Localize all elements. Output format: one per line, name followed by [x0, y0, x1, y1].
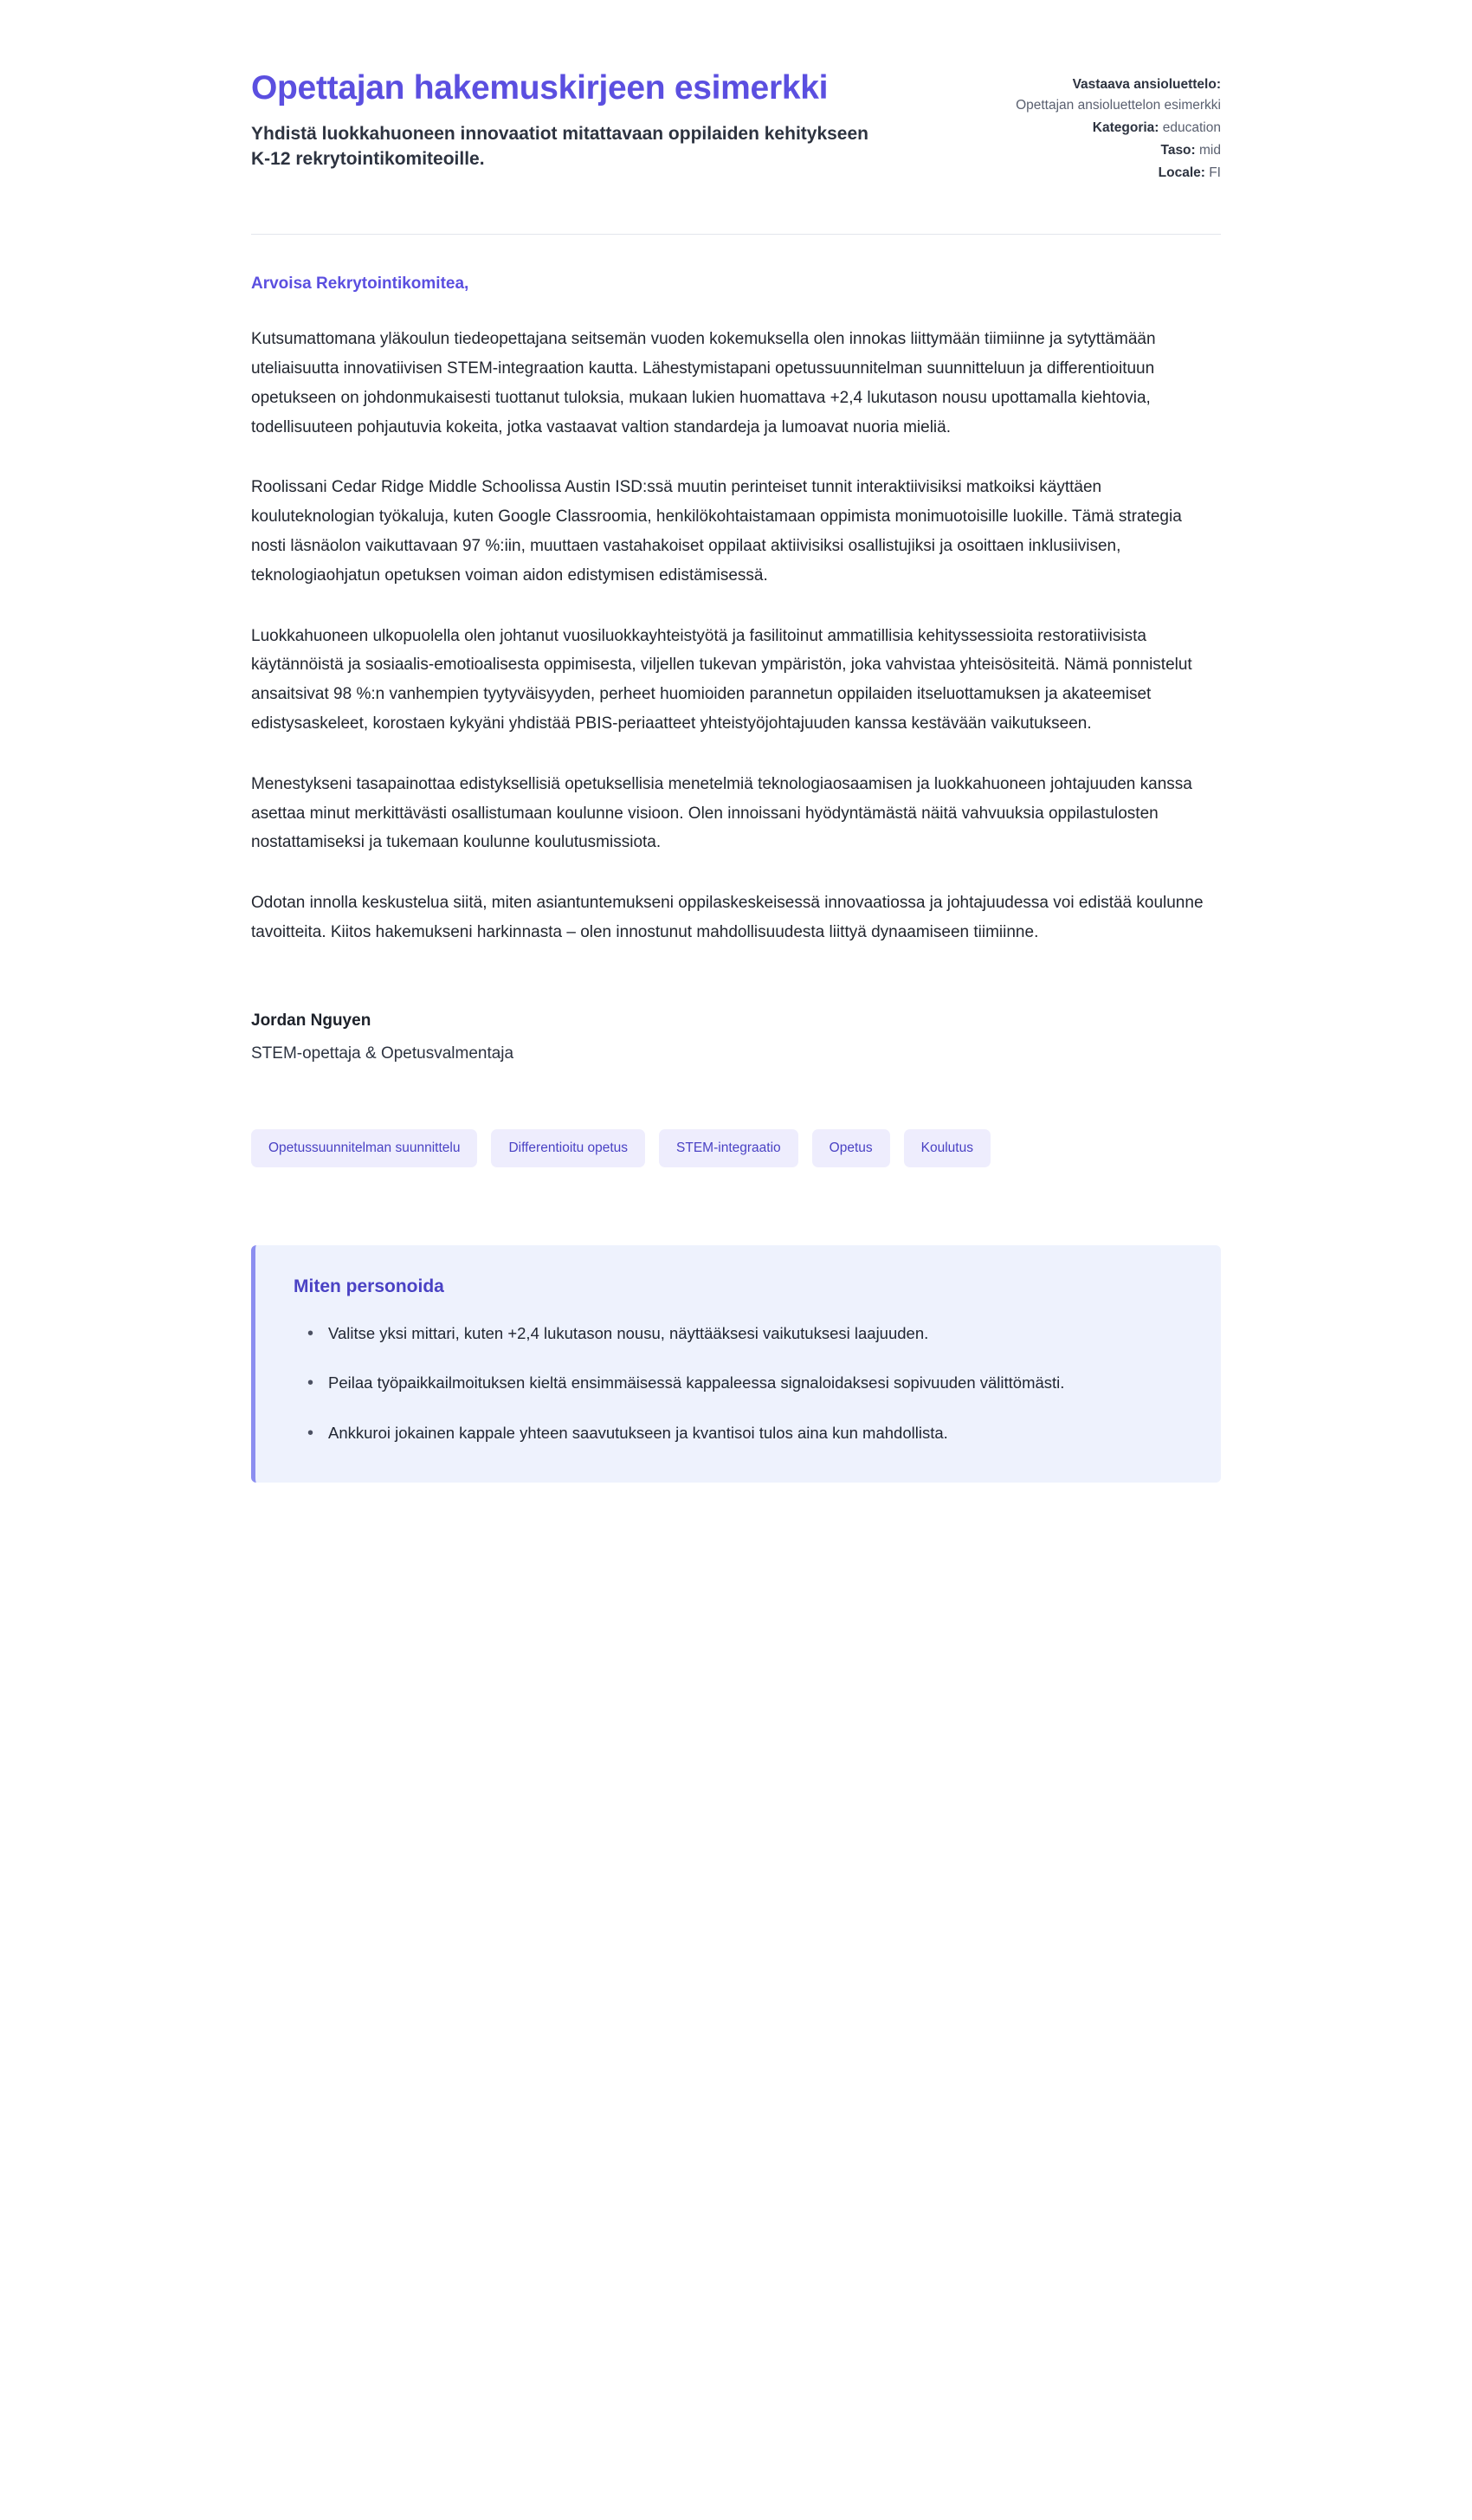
meta-category — [935, 118, 1221, 139]
meta-related-resume-value: Opettajan ansioluettelon esimerkki — [1016, 98, 1221, 113]
cover-letter-body — [251, 235, 1221, 1063]
document-container — [121, 0, 1351, 1483]
tip-item: • Peilaa työpaikkailmoituksen kieltä ensimmäisessä kappaleessa signaloidaksesi sopivuuden välittömästi. — [316, 1369, 1183, 1396]
meta-level — [935, 140, 1221, 161]
meta-locale-label: Locale: — [1158, 165, 1205, 181]
meta-category-label: Kategoria: — [1092, 120, 1159, 136]
document-metadata — [935, 68, 1221, 185]
letter-paragraph: Odotan innolla keskustelua siitä, miten asiantuntemukseni oppilaskeskeisessä innovaatiossa ja johtajuudessa voi edistää koulunne tavoitteita. Kiitos hakemukseni harkinnasta – olen innostunut mahdollisuudesta liittyä dynaamiseen tiimiinne. — [251, 894, 1204, 942]
letter-paragraph: Menestykseni tasapainottaa edistyksellisiä opetuksellisia menetelmiä teknologiaosaamisen ja luokkahuoneen johtajuuden kanssa asettaa minut merkittävästi osallistumaan koulunne visioon. Olen innoissani hyödyntämästä näitä vahvuuksia oppilastulosten nostattamiseksi ja tukemaan koulunne koulutusmissiota. — [251, 774, 1192, 852]
letter-paragraph: Kutsumattomana yläkoulun tiedeopettajana seitsemän vuoden kokemuksella olen innokas liittymään tiimiinne ja sytyttämään uteliaisuutta innovatiivisen STEM-integraation kautta. Lähestymistapani opetussuunnitelman suunnitteluun ja differentioituun opetukseen on johdonmukaisesti tuottanut tuloksia, mukaan lukien huomattava +2,4 lukutason nousu upottamalla kiehtovia, todellisuuteen pohjautuvia kokeita, jotka vastaavat valtion standardeja ja lumoavat nuoria mieliä. — [251, 330, 1156, 436]
tag-list — [251, 1129, 1221, 1167]
tag-item[interactable]: Opetussuunnitelman suunnittelu — [251, 1129, 477, 1167]
callout-title: Miten personoida — [294, 1276, 444, 1296]
meta-related-resume — [935, 74, 1221, 116]
meta-locale-value: FI — [1209, 165, 1221, 181]
signature-name: Jordan Nguyen — [251, 1011, 371, 1030]
tips-list — [294, 1320, 1183, 1446]
personalization-tips-callout — [251, 1245, 1221, 1483]
meta-locale — [935, 163, 1221, 184]
signature-role: STEM-opettaja & Opetusvalmentaja — [251, 1044, 514, 1063]
letter-signature — [251, 1011, 1221, 1063]
tag-item[interactable]: Opetus — [812, 1129, 890, 1167]
header-title-block — [251, 68, 883, 172]
tag-item[interactable]: Differentioitu opetus — [491, 1129, 645, 1167]
letter-paragraph: Roolissani Cedar Ridge Middle Schoolissa Austin ISD:ssä muutin perinteiset tunnit interaktiivisiksi matkoiksi käyttäen kouluteknologian työkaluja, kuten Google Classroomia, henkilökohtaistamaan oppimista monimuotoisille luokille. Tämä strategia nosti läsnäolon vaikuttavaan 97 %:iin, muuttaen vastahakoiset oppilaat aktiivisiksi osallistujiksi ja osoittaen inklusiivisen, teknologiaohjatun opetuksen voiman aidon edistymisen edistämisessä. — [251, 478, 1182, 585]
letter-paragraph: Luokkahuoneen ulkopuolella olen johtanut vuosiluokkayhteistyötä ja fasilitoinut ammatillisia kehityssessioita restoratiivisista käytännöistä ja sosiaalis-emotioalisesta oppimisesta, viljellen tukevan ympäristön, joka vahvistaa yhteisösiteitä. Nämä ponnistelut ansaitsivat 98 %:n vanhempien tyytyväisyyden, perheet huomioiden parannetun oppilaiden itseluottamuksen ja akateemiset edistysaskeleet, korostaen kykyäni yhdistää PBIS-periaatteet yhteistyöjohtajuuden kanssa kestävään vaikutukseen. — [251, 626, 1192, 733]
page-subtitle: Yhdistä luokkahuoneen innovaatiot mitattavaan oppilaiden kehitykseen K-12 rekrytointikomiteoille. — [251, 123, 868, 170]
meta-category-value: education — [1162, 120, 1221, 136]
tip-item: • Valitse yksi mittari, kuten +2,4 lukutason nousu, näyttääksesi vaikutuksesi laajuuden. — [316, 1320, 1183, 1347]
tip-item: • Ankkuroi jokainen kappale yhteen saavutukseen ja kvantisoi tulos aina kun mahdollista. — [316, 1419, 1183, 1446]
page-title: Opettajan hakemuskirjeen esimerkki — [251, 69, 829, 107]
meta-related-resume-label: Vastaava ansioluettelo: — [1072, 77, 1221, 92]
document-header — [251, 68, 1221, 185]
meta-level-value: mid — [1199, 143, 1221, 158]
tag-item[interactable]: STEM-integraatio — [659, 1129, 798, 1167]
tag-item[interactable]: Koulutus — [904, 1129, 991, 1167]
letter-salutation: Arvoisa Rekrytointikomitea, — [251, 275, 469, 294]
meta-level-label: Taso: — [1160, 143, 1196, 158]
